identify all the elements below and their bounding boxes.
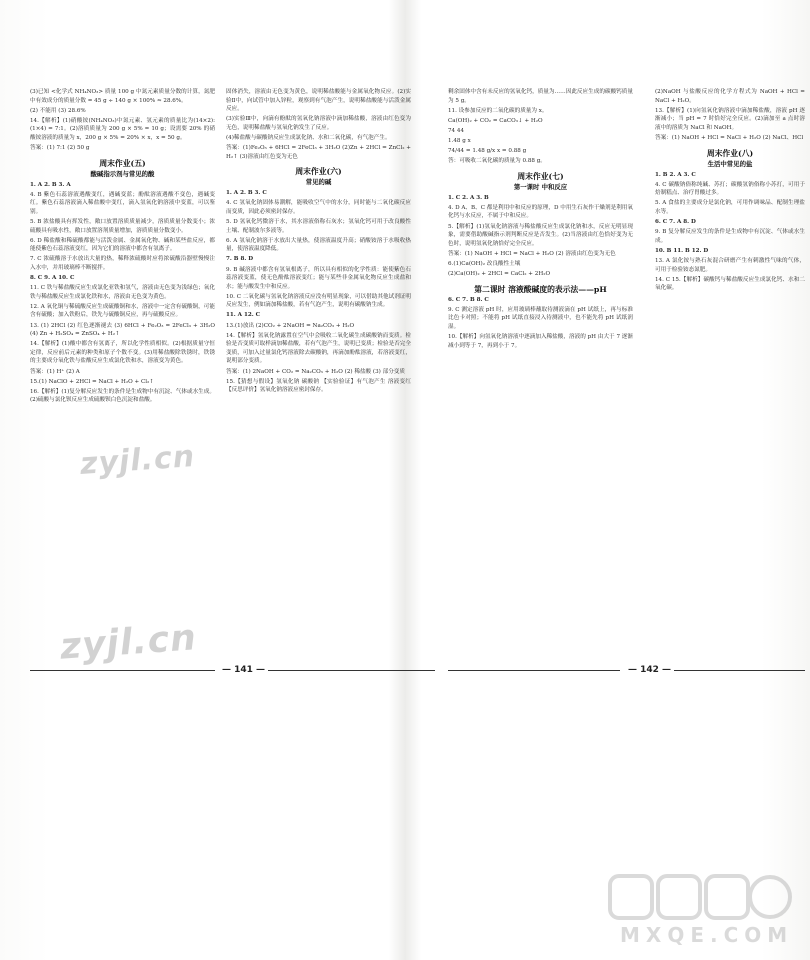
explanation-paragraph: 14.【解析】氢氧化钠露置在空气中会吸收二氧化碳生成碳酸钠而变质。检验是否变质可取样滴加稀盐酸，若有气泡产生，说明已变质；检验是否完全变质，可加入过量氯化钙溶液除去碳酸钠，再滴加酚酞溶液，若溶液变红，说明部分变质。	[226, 332, 411, 365]
answer-line: 1. C 2. A 3. B	[448, 194, 489, 201]
right-page-column-2	[655, 88, 805, 663]
explanation-paragraph: 12. A 氧化铜与稀硫酸反应生成硫酸铜和水，溶液中一定含有硫酸铜，可能含有硫酸；加入铁粉后，铁先与硫酸铜反应，再与硫酸反应。	[30, 303, 215, 319]
explanation-paragraph: 11. 设参加反应的二氧化碳的质量为 x。	[448, 107, 548, 114]
section-subheading: 第一课时 中和反应	[513, 182, 568, 191]
page-footer-rule	[655, 670, 805, 671]
explanation-paragraph: 9. B 复分解反应发生的条件是生成物中有沉淀、气体或水生成。	[655, 229, 805, 244]
explanation-paragraph: 答案：(1) 2NaOH + CO₂ = Na₂CO₃ + H₂O (2) 稀盐酸 (3) 部分变质	[226, 368, 405, 375]
explanation-paragraph: 5. B 浓盐酸具有挥发性，敞口放置溶质质量减少，溶质质量分数变小；浓硫酸具有吸水性，敞口放置溶剂质量增加，溶质质量分数变小。	[30, 219, 215, 234]
explanation-paragraph: 14. C 15.【解析】碳酸钙与稀盐酸反应生成氯化钙、水和二氧化碳。	[655, 276, 805, 292]
explanation-paragraph: 13. A 氯化铵与熟石灰混合研磨产生有刺激性气味的气体，可用于检验铵态氮肥。	[655, 257, 805, 273]
explanation-paragraph: 剩余固体中含有未反应的氢氧化钙，质量为……因此反应生成的碳酸钙质量为 5 g。	[448, 89, 633, 104]
left-page-column-1	[30, 88, 215, 663]
explanation-paragraph: (2) 不能用 (3) 28.6%	[30, 107, 86, 114]
section-heading: 第二课时 溶液酸碱度的表示法——pH	[474, 284, 607, 294]
explanation-paragraph: 11. C 铁与稀盐酸反应生成氯化亚铁和氢气，溶液由无色变为浅绿色；氧化铁与稀盐酸反应生成氯化铁和水，溶液由无色变为黄色。	[30, 285, 215, 300]
explanation-paragraph: 6. D 稀盐酸和稀硫酸都能与活泼金属、金属氧化物、碱和某些盐反应，都能使紫色石蕊溶液变红，因为它们的溶液中都含有氢离子。	[30, 237, 215, 253]
explanation-paragraph: 14.【解析】(1)硝酸铵(NH₄NO₃)中氮元素、氢元素的质量比为(14×2):(1×4) = 7:1。(2)溶质质量为 200 g × 5% = 10 g；设需要 20% 的硝酸铵溶液的质量为 x，200 g × 5% = 20% × x，x = 50 g。	[30, 117, 215, 141]
explanation-paragraph: 13.【解析】(1)向氢氧化钠溶液中滴加稀盐酸，溶液 pH 逐渐减小；当 pH = 7 时恰好完全反应。(2)滴加至 a 点时溶液中的溶质为 NaCl 和 NaOH。	[655, 107, 805, 131]
explanation-paragraph: 6. A 氢氧化钠溶于水放出大量热，使溶液温度升高；硝酸铵溶于水吸收热量，使溶液温度降低。	[226, 237, 411, 253]
explanation-paragraph: (3)已知 <化学式 NH₄NO₃> 质量 100 g 中氮元素质量分数的计算，氮肥中有效成分的质量分数 = 45 g ÷ 140 g × 100% ≈ 28.6%。	[30, 89, 215, 104]
section-subheading: 酸碱指示剂与常见的酸	[90, 169, 155, 178]
logo-url-text: MXQE.COM	[620, 923, 794, 947]
left-page-column-2	[226, 88, 411, 663]
answer-line: 6. C 7. B 8. C	[448, 296, 489, 303]
explanation-paragraph: 答：可吸收二氧化碳的质量为 0.88 g。	[448, 158, 546, 165]
answer-line: 11. A 12. C	[226, 312, 261, 319]
explanation-paragraph: 5. D 氢氧化钙微溶于水，其水溶液俗称石灰水；氢氧化钙可用于改良酸性土壤、配制波尔多液等。	[226, 219, 411, 234]
page-footer-rule	[245, 670, 435, 671]
explanation-paragraph: 答案：(1) H⁺ (2) A	[30, 368, 80, 375]
right-page-column-1	[448, 88, 633, 663]
explanation-paragraph: (3)实验Ⅲ中，向滴有酚酞的氢氧化钠溶液中滴加稀盐酸，溶液由红色变为无色，说明稀盐酸与氢氧化钠发生了反应。	[226, 116, 411, 131]
explanation-paragraph: 16.【解析】(1)复分解反应发生的条件是生成物中有沉淀、气体或水生成。(2)硫酸与氯化钡反应生成硫酸钡白色沉淀和盐酸。	[30, 388, 215, 404]
explanation-paragraph: 7. C 浓硫酸溶于水放出大量的热，稀释浓硫酸时应将浓硫酸沿器壁慢慢注入水中，并用玻璃棒不断搅拌。	[30, 256, 215, 271]
watermark-text: zyjl.cn	[78, 439, 197, 482]
explanation-paragraph: 固体消失，溶液由无色变为黄色，说明稀盐酸能与金属氧化物反应。(2)实验Ⅱ中，向试管中加入锌粒，观察到有气泡产生，说明稀盐酸能与活泼金属反应。	[226, 89, 411, 113]
page-footer-rule	[448, 670, 620, 671]
explanation-paragraph: 4. B 紫色石蕊溶液遇酸变红，遇碱变蓝；酚酞溶液遇酸不变色，遇碱变红。紫色石蕊溶液滴入稀盐酸中变红，滴入氢氧化钠溶液中变蓝，可以鉴别。	[30, 191, 215, 215]
explanation-paragraph: 15.【猜想与假设】氢氧化钠 碳酸钠 【实验验证】有气泡产生 溶液变红 【反思评价】氢氧化钠溶液应密封保存。	[226, 378, 411, 394]
explanation-paragraph: (2)Ca(OH)₂ + 2HCl = CaCl₂ + 2H₂O	[448, 271, 551, 277]
explanation-paragraph: 1.48 g x	[448, 137, 471, 144]
explanation-paragraph: 4. D A、B、C 都是利用中和反应的原理，D 中用生石灰作干燥剂是利用氧化钙与水反应，不属于中和反应。	[448, 204, 633, 220]
answer-line: 10. B 11. B 12. D	[655, 247, 709, 254]
page-footer-rule	[30, 670, 215, 671]
section-heading: 周末作业(七)	[517, 171, 564, 181]
explanation-paragraph: 13. (1) 2HCl (2) 红色逐渐褪去 (3) 6HCl + Fe₂O₃ = 2FeCl₃ + 3H₂O (4) Zn + H₂SO₄ = ZnSO₄ + H₂↑	[30, 322, 215, 338]
explanation-paragraph: 74/44 = 1.48 g/x x = 0.88 g	[448, 148, 527, 155]
section-heading: 周末作业(六)	[295, 167, 342, 177]
explanation-paragraph: 6.(1)Ca(OH)₂ 改良酸性土壤	[448, 260, 521, 267]
explanation-paragraph: 4. C 碳酸钠俗称纯碱、苏打；碳酸氢钠俗称小苏打，可用于焙制糕点、治疗胃酸过多。	[655, 181, 805, 197]
answer-line: 6. C 7. A 8. D	[655, 219, 696, 226]
section-heading: 周末作业(五)	[99, 158, 146, 168]
explanation-paragraph: 5. A 食盐的主要成分是氯化钠，可用作调味品、配制生理盐水等。	[655, 200, 805, 215]
explanation-paragraph: Ca(OH)₂ + CO₂ = CaCO₃↓ + H₂O	[448, 117, 543, 124]
explanation-paragraph: 13.(1)放出 (2)CO₂ + 2NaOH = Na₂CO₃ + H₂O	[226, 322, 355, 329]
page-number-right: — 142 —	[625, 665, 674, 675]
explanation-paragraph: 5.【解析】(1)氢氧化钠溶液与稀盐酸反应生成氯化钠和水，反应无明显现象，需要借助酸碱指示剂判断反应是否发生。(2)当溶液由红色恰好变为无色时，说明氢氧化钠恰好完全反应。	[448, 223, 633, 247]
section-heading: 周末作业(八)	[706, 148, 754, 158]
answer-circle-logo	[600, 870, 800, 950]
answer-line: 1. A 2. B 3. C	[226, 190, 267, 197]
explanation-paragraph: 9. B 碱溶液中都含有氢氧根离子，所以具有相似的化学性质：能使紫色石蕊溶液变蓝，使无色酚酞溶液变红；能与某些非金属氧化物反应生成盐和水；能与酸发生中和反应。	[226, 266, 411, 290]
explanation-paragraph: 答案：(1) NaOH + HCl = NaCl + H₂O (2) 溶液由红色变为无色	[448, 250, 616, 257]
answer-line: 1. B 2. A 3. C	[655, 171, 696, 178]
explanation-paragraph: 9. C 测定溶液 pH 时，应用玻璃棒蘸取待测液滴在 pH 试纸上，再与标准比色卡对照；不能将 pH 试纸直接浸入待测液中，也不能先将 pH 试纸润湿。	[448, 306, 633, 330]
explanation-paragraph: 4. C 氢氧化钠固体易潮解，能吸收空气中的水分，同时能与二氧化碳反应而变质，因此必须密封保存。	[226, 200, 411, 215]
answer-line: 7. B 8. D	[226, 256, 254, 263]
page-number-left: — 141 —	[219, 665, 268, 675]
section-subheading: 生活中常见的盐	[707, 159, 753, 168]
explanation-paragraph: (4)稀盐酸与碳酸钠反应生成氯化钠、水和二氧化碳，有气泡产生。	[226, 134, 391, 141]
watermark-text: zyjl.cn	[58, 617, 199, 668]
explanation-paragraph: 答案：(1) NaOH + HCl = NaCl + H₂O (2) NaCl、HCl	[655, 134, 804, 141]
explanation-paragraph: 10. C 二氧化碳与氢氧化钠溶液反应没有明显现象，可以借助其他试剂证明反应发生，例如滴加稀盐酸，若有气泡产生，说明有碳酸钠生成。	[226, 293, 411, 309]
explanation-paragraph: 答案：(1) 7:1 (2) 50 g	[30, 145, 90, 152]
explanation-paragraph: 10.【解析】向氢氧化钠溶液中逐滴加入稀盐酸，溶液的 pH 由大于 7 逐渐减小到等于 7，再到小于 7。	[448, 333, 633, 349]
explanation-paragraph: 74 44	[448, 127, 465, 134]
explanation-paragraph: 14.【解析】(1)酸中都含有氢离子，所以化学性质相似。(2)根据质量守恒定律，反应前后元素的种类和原子个数不变。(3)用稀盐酸除铁锈时，铁锈的主要成分氧化铁与盐酸反应生成氯化铁和水，溶液变为黄色。	[30, 341, 215, 365]
explanation-paragraph: 答案：(1)Fe₂O₃ + 6HCl = 2FeCl₃ + 3H₂O (2)Zn + 2HCl = ZnCl₂ + H₂↑ (3)溶液由红色变为无色	[226, 145, 411, 160]
answer-line: 1. A 2. B 3. A	[30, 181, 71, 188]
answer-line: 8. C 9. A 10. C	[30, 275, 75, 282]
explanation-paragraph: 15.(1) NaClO + 2HCl = NaCl + H₂O + Cl₂↑	[30, 378, 154, 385]
explanation-paragraph: (2)NaOH 与盐酸反应的化学方程式为 NaOH + HCl = NaCl + H₂O。	[655, 89, 805, 104]
section-subheading: 常见的碱	[305, 178, 332, 187]
